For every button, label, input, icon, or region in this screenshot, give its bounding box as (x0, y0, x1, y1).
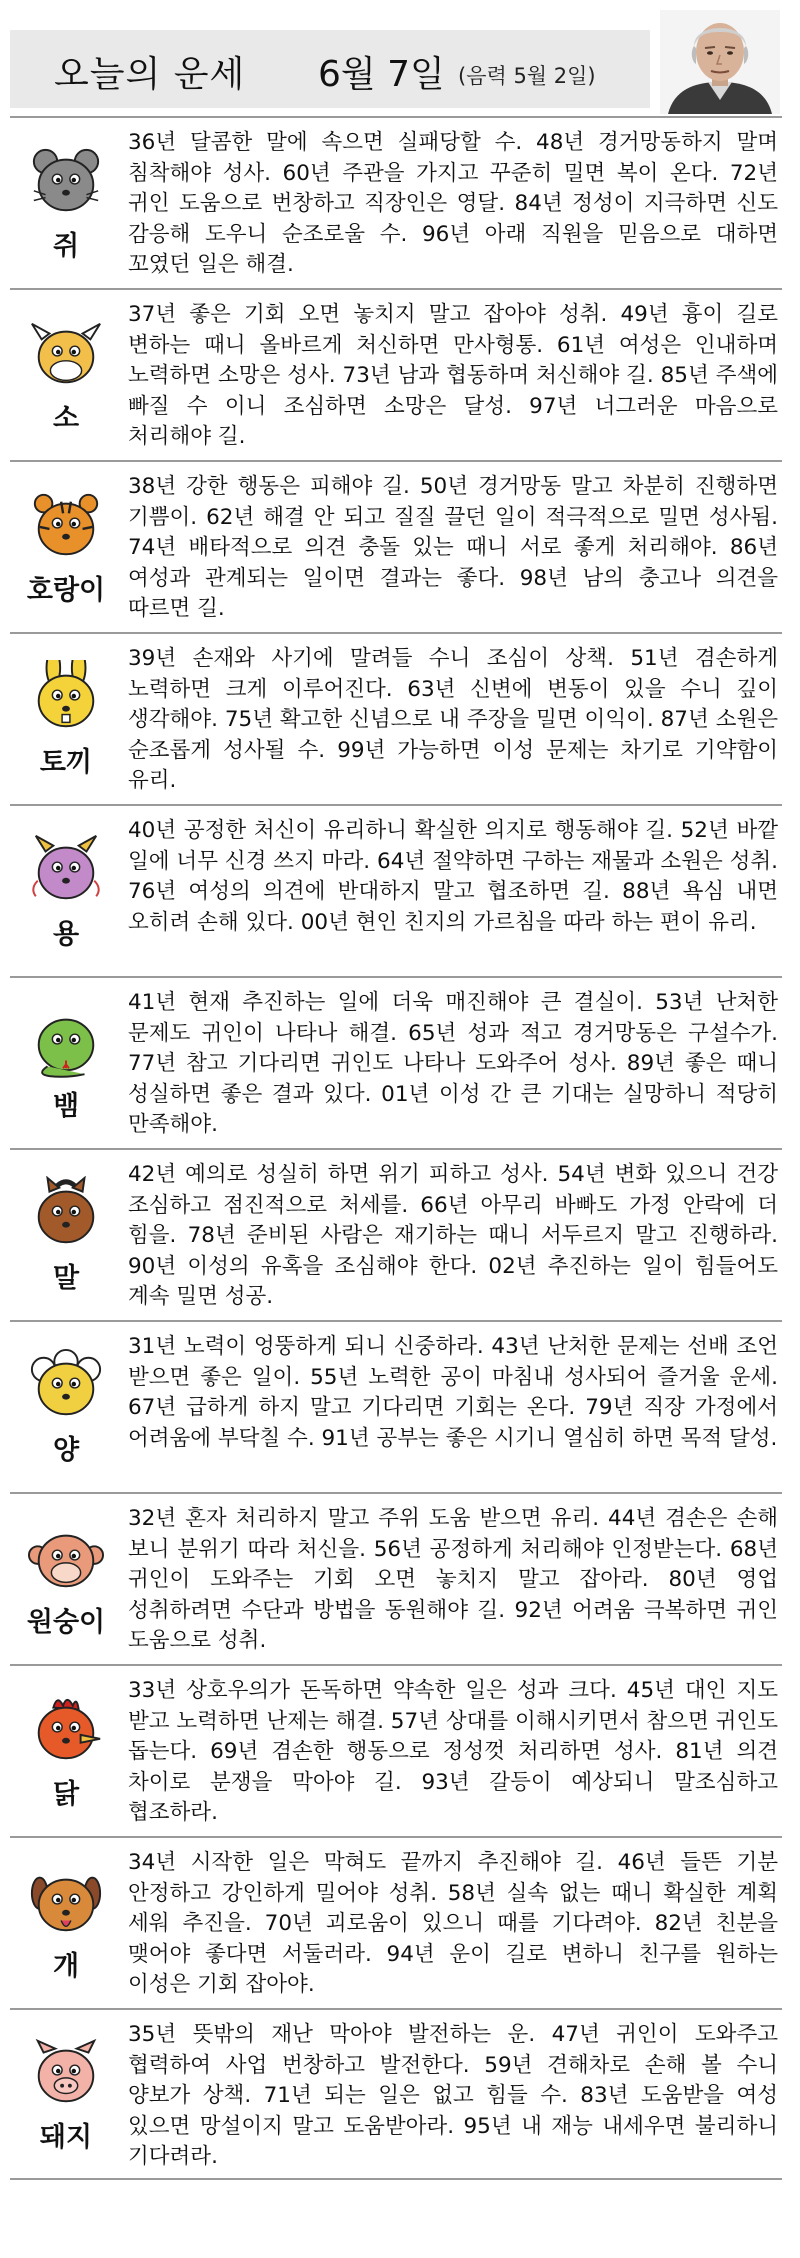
fortune-text: 37년 좋은 기회 오면 놓치지 말고 잡아야 성취. 49년 흉이 길로 변하는 때니 올바르게 처신하면 만사형통. 61년 여성은 인내하며 노력하면 소망은 성사. 73년 남과 협동하며 처신해야 길. 85년 주색에 빠질 수 이니 조심하면 소망은 달성. 97년 너그러운 마음으로 처리해야 길. (128, 302, 778, 449)
fortune-text: 38년 강한 행동은 피해야 길. 50년 경거망동 말고 차분히 진행하면 기쁨이. 62년 해결 안 되고 질질 끌던 일이 적극적으로 밀면 성사됨. 74년 배타적으로 의견 충돌 있는 때니 서로 좋게 처리해야. 86년 여성과 관계되는 일이면 결과는 좋다. 98년 남의 충고나 의견을 따르면 길. (128, 474, 778, 621)
rat-icon (27, 144, 105, 220)
fortune-entry (10, 460, 782, 632)
fortune-text: 36년 달콤한 말에 속으면 실패당할 수. 48년 경거망동하지 말며 침착해야 성사. 60년 주관을 가지고 꾸준히 밀면 복이 온다. 72년 귀인 도움으로 번창하고 직장인은 영달. 84년 정성이 지극하면 신도 감응해 도우니 순조로울 수. 96년 아래 직원을 믿음으로 대하면 꼬였던 일은 해결. (128, 130, 778, 277)
zodiac-animal (10, 978, 122, 1148)
fortune-entry (10, 288, 782, 460)
tiger-icon (27, 488, 105, 564)
fortune-entry (10, 1836, 782, 2008)
zodiac-animal (10, 1494, 122, 1664)
fortune-entry (10, 116, 782, 288)
rooster-icon (27, 1692, 105, 1768)
header (10, 10, 780, 114)
zodiac-animal (10, 806, 122, 976)
zodiac-name: 말 (52, 1262, 80, 1294)
fortune-text: 35년 뜻밖의 재난 막아야 발전하는 운. 47년 귀인이 도와주고 협력하여 사업 번창하고 발전한다. 59년 견해차로 손해 볼 수니 양보가 상책. 71년 되는 일은 없고 힘들 수. 83년 도움받을 여성 있으면 망설이지 말고 도움받아라. 95년 내 재능 내세우면 불리하니 기다려라. (128, 2022, 778, 2169)
fortune-entry (10, 632, 782, 804)
zodiac-animal (10, 462, 122, 632)
fortune-entry (10, 976, 782, 1148)
pig-icon (27, 2035, 105, 2111)
fortune-entry (10, 1148, 782, 1320)
sheep-icon (27, 1348, 105, 1424)
zodiac-name: 개 (52, 1950, 80, 1982)
fortune-text: 42년 예의로 성실히 하면 위기 피하고 성사. 54년 변화 있으니 건강 조심하고 점진적으로 처세를. 66년 아무리 바빠도 가정 안락에 더 힘을. 78년 준비된 사람은 재기하는 때니 서두르지 말고 진행하라. 90년 이성의 유혹을 조심해야 한다. 02년 추진하는 일이 힘들어도 계속 밀면 성공. (128, 1162, 778, 1309)
snake-icon (27, 1004, 105, 1080)
page-title: 오늘의 운세 (54, 54, 246, 95)
lunar-date-label: (음력 5월 2일) (458, 64, 596, 88)
zodiac-name: 토끼 (39, 746, 93, 778)
fortune-text: 39년 손재와 사기에 말려들 수니 조심이 상책. 51년 겸손하게 노력하면 크게 이루어진다. 63년 신변에 변동이 있을 수니 깊이 생각해야. 75년 확고한 신념으로 내 주장을 밀면 이익이. 87년 소원은 순조롭게 성사될 수. 99년 가능하면 이성 문제는 차기로 기약함이 유리. (128, 646, 778, 793)
fortune-text: 32년 혼자 처리하지 말고 주위 도움 받으면 유리. 44년 겸손은 손해 보니 분위기 따라 처신을. 56년 공정하게 처리해야 인정받는다. 68년 귀인이 도와주는 기회 오면 놓치지 말고 잡아라. 80년 영업 성취하려면 수단과 방법을 동원해야 길. 92년 어려움 극복하면 귀인 도움으로 성취. (128, 1506, 778, 1653)
zodiac-animal (10, 1666, 122, 1836)
zodiac-name: 호랑이 (26, 574, 106, 606)
title-banner (10, 30, 650, 108)
date-label: 6월 7일 (318, 54, 445, 95)
zodiac-animal (10, 118, 122, 288)
fortune-text: 34년 시작한 일은 막혀도 끝까지 추진해야 길. 46년 들뜬 기분 안정하고 강인하게 밀어야 성취. 58년 실속 없는 때니 확실한 계획 세워 추진을. 70년 괴로움이 있으니 때를 기다려야. 82년 친분을 맺어야 좋다면 서둘러라. 94년 운이 길로 변하니 친구를 원하는 이성은 기회 잡아야. (128, 1850, 778, 1997)
horse-icon (27, 1176, 105, 1252)
dog-icon (27, 1864, 105, 1940)
monkey-icon (27, 1520, 105, 1596)
zodiac-name: 원숭이 (26, 1606, 106, 1638)
zodiac-name: 돼지 (39, 2121, 93, 2153)
author-portrait (660, 10, 780, 114)
fortune-entry (10, 2008, 782, 2180)
zodiac-animal (10, 1150, 122, 1320)
dragon-icon (27, 832, 105, 908)
zodiac-animal (10, 1322, 122, 1492)
fortune-text: 33년 상호우의가 돈독하면 약속한 일은 성과 크다. 45년 대인 지도 받고 노력하면 난제는 해결. 57년 상대를 이해시키면서 참으면 귀인도 돕는다. 69년 겸손한 행동으로 정성껏 처리하면 성사. 81년 의견 차이로 분쟁을 막아야 길. 93년 갈등이 예상되니 말조심하고 협조하라. (128, 1678, 778, 1825)
fortune-entry (10, 1664, 782, 1836)
fortune-list (10, 116, 782, 2180)
zodiac-name: 뱀 (52, 1090, 80, 1122)
zodiac-name: 쥐 (52, 230, 80, 262)
fortune-entry (10, 1320, 782, 1492)
zodiac-animal (10, 290, 122, 460)
fortune-text: 41년 현재 추진하는 일에 더욱 매진해야 큰 결실이. 53년 난처한 문제도 귀인이 나타나 해결. 65년 성과 적고 경거망동은 구설수가. 77년 참고 기다리면 귀인도 나타나 도와주어 성사. 89년 좋은 때니 성실하면 좋은 결과 있다. 01년 이성 간 큰 기대는 실망하니 적당히 만족해야. (128, 990, 778, 1137)
ox-icon (27, 316, 105, 392)
zodiac-name: 양 (52, 1434, 80, 1466)
fortune-text: 31년 노력이 엉뚱하게 되니 신중하라. 43년 난처한 문제는 선배 조언 받으면 좋은 일이. 55년 노력한 공이 마침내 성사되어 즐거울 운세. 67년 급하게 하지 말고 기다리면 기회는 온다. 79년 직장 가정에서 어려움에 부닥칠 수. 91년 공부는 좋은 시기니 열심히 하면 목적 달성. (128, 1334, 778, 1451)
zodiac-name: 소 (52, 402, 80, 434)
zodiac-name: 닭 (52, 1778, 80, 1810)
fortune-entry (10, 1492, 782, 1664)
rabbit-icon (27, 660, 105, 736)
fortune-entry (10, 804, 782, 976)
zodiac-animal (10, 1838, 122, 2008)
zodiac-animal (10, 634, 122, 804)
zodiac-name: 용 (52, 918, 80, 950)
fortune-text: 40년 공정한 처신이 유리하니 확실한 의지로 행동해야 길. 52년 바깥 일에 너무 신경 쓰지 마라. 64년 절약하면 구하는 재물과 소원은 성취. 76년 여성의 의견에 반대하지 말고 협조하면 길. 88년 욕심 내면 오히려 손해 있다. 00년 현인 친지의 가르침을 따라 하는 편이 유리. (128, 818, 778, 935)
zodiac-animal (10, 2010, 122, 2178)
